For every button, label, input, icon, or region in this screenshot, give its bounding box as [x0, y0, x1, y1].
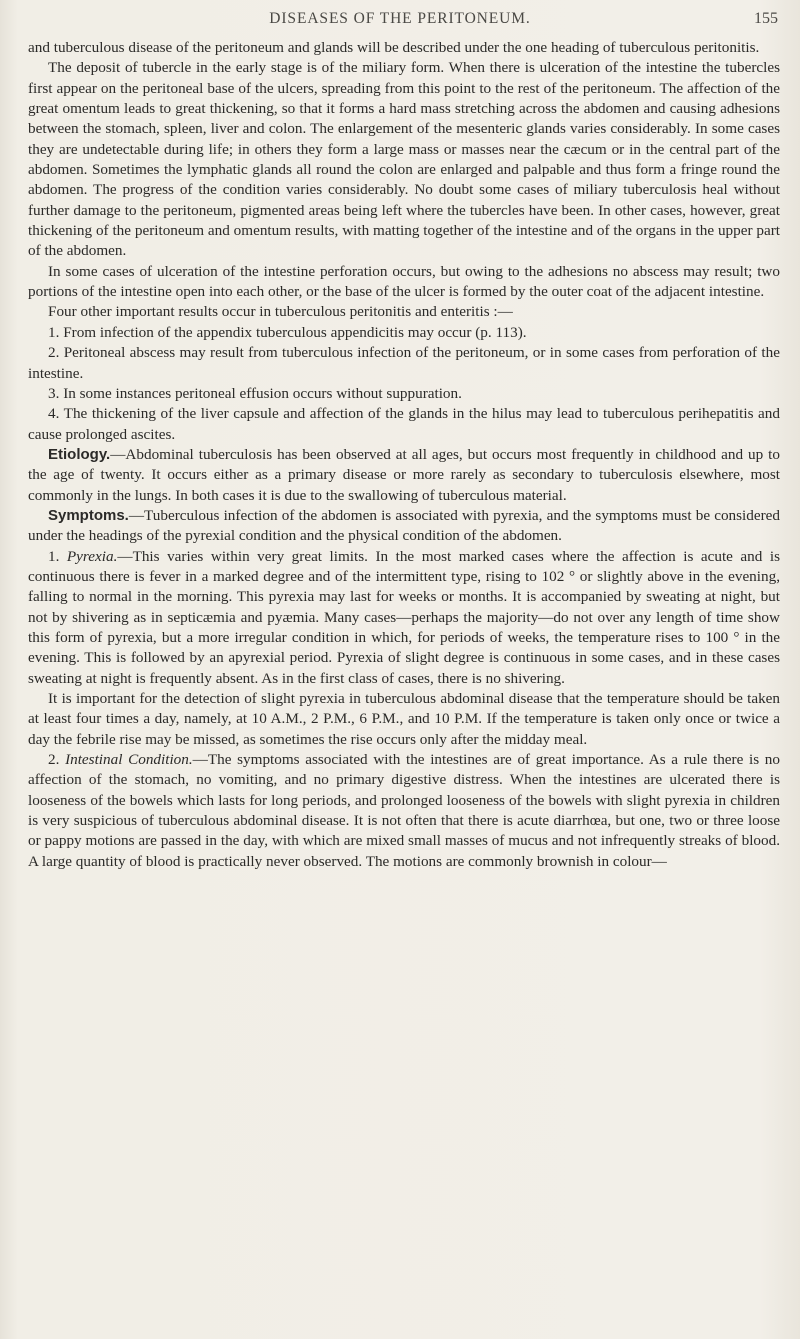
pyrexia-heading: Pyrexia.: [66, 547, 118, 565]
etiology-text: —Abdominal tuberculosis has been observed at all ages, but occurs most frequently in childhood and up to the age of twenty. It occurs either as a primary disease or more rarely as secondary to tuberculosis elsewhere, most commonly in the lungs. In both cases it is due to the swallowing of tuberculous material.: [28, 445, 780, 504]
page-header: [0, 10, 800, 34]
paragraph-continuation: and tuberculous disease of the peritoneum and glands will be described under the one heading of tuberculous peritonitis.: [28, 39, 760, 56]
etiology-heading: Etiology.: [48, 445, 111, 463]
paragraph-etiology: [28, 445, 780, 506]
list-item-2: 2. Peritoneal abscess may result from tuberculous infection of the peritoneum, or in some cases from perforation of the intestine.: [28, 344, 780, 382]
page-number: 155: [754, 10, 778, 27]
list-item-1: 1. From infection of the appendix tuberculous appendicitis may occur (p. 113).: [48, 323, 527, 341]
paragraph-pyrexia: [28, 547, 780, 689]
pyrexia-text: —This varies within very great limits. In the most marked cases where the affection is acute and is continuous there is fever in a marked degree and of the intermittent type, rising to 102 ° or slightly above in the evening, falling to normal in the morning. This pyrexia may last for weeks or months. It is accompanied by sweating at night, but not by shivering as in septicæmia and pyæmia. Many cases—perhaps the majority—do not over any length of time show this form of pyrexia, but a more irregular condition in which, for periods of weeks, the temperature rises to 100 ° in the evening. This is followed by an apyrexial period. Pyrexia of slight degree is continuous in some cases, and in these cases sweating at night is frequently absent. As in the first class of cases, there is no shivering.: [28, 547, 780, 687]
list-item-3: 3. In some instances peritoneal effusion occurs without suppuration.: [48, 384, 462, 402]
paragraph-ulceration: In some cases of ulceration of the intestine perforation occurs, but owing to the adhesions no abscess may result; two portions of the intestine open into each other, or the base of the ulcer is formed by the outer coat of the adjacent intestine.: [28, 262, 780, 301]
paragraph-four-results: Four other important results occur in tuberculous peritonitis and enteritis :—: [48, 303, 513, 321]
symptoms-text: —Tuberculous infection of the abdomen is associated with pyrexia, and the symptoms must be considered under the headings of the pyrexial condition and the physical condition of the abdomen.: [28, 506, 780, 545]
symptoms-heading: Symptoms.: [48, 506, 129, 524]
intestinal-text: —The symptoms associated with the intestines are of great importance. As a rule there is no affection of the stomach, no vomiting, and no primary digestive distress. When the intestines are ulcerated there is looseness of the bowels which lasts for long periods, and prolonged looseness of the bowels with slight pyrexia in children is very suspicious of tuberculous abdominal disease. It is not often that there is acute diarrhœa, but one, two or three loose or pappy motions are passed in the day, with which are mixed small masses of mucus and not infrequently streaks of blood. A large quantity of blood is practically never observed. The motions are commonly brownish in colour—: [28, 751, 780, 870]
paragraph-detection: It is important for the detection of slight pyrexia in tuberculous abdominal disease that the temperature should be taken at least four times a day, namely, at 10 A.M., 2 P.M., 6 P.M., and 10 P.M. If the temperature is taken only once or twice a day the febrile rise may be missed, as sometimes the rise occurs only after the midday meal.: [28, 690, 780, 748]
body-text: [28, 38, 780, 872]
paragraph-intestinal: [28, 750, 780, 872]
pyrexia-number: 1.: [48, 547, 67, 565]
paragraph-symptoms: [28, 506, 780, 547]
intestinal-heading: Intestinal Condition.: [65, 751, 193, 769]
intestinal-number: 2.: [48, 751, 66, 769]
list-item-4: 4. The thickening of the liver capsule and affection of the glands in the hilus may lead to tuberculous perihepatitis and cause prolonged ascites.: [28, 405, 780, 443]
running-head: DISEASES OF THE PERITONEUM.: [269, 10, 531, 27]
paragraph-tubercle-deposit: The deposit of tubercle in the early stage is of the miliary form. When there is ulceration of the intestine the tubercles first appear on the peritoneal base of the ulcers, spreading from this point to the rest of the peritoneum. The affection of the great omentum leads to great thickening, so that it forms a hard mass stretching across the abdomen and causing adhesions between the stomach, spleen, liver and colon. The enlargement of the mesenteric glands varies considerably. In some cases they are undetectable during life; in others they form a large mass or masses near the cæcum or in the central part of the abdomen. Sometimes the lymphatic glands all round the colon are enlarged and palpable and thus form a fringe round the abdomen. The progress of the condition varies considerably. No doubt some cases of miliary tuberculosis heal without further damage to the peritoneum, pigmented areas being left where the tubercles have been. In other cases, however, great thickening of the peritoneum and omentum results, with matting together of the intestine and of the organs in the upper part of the abdomen.: [28, 59, 780, 260]
